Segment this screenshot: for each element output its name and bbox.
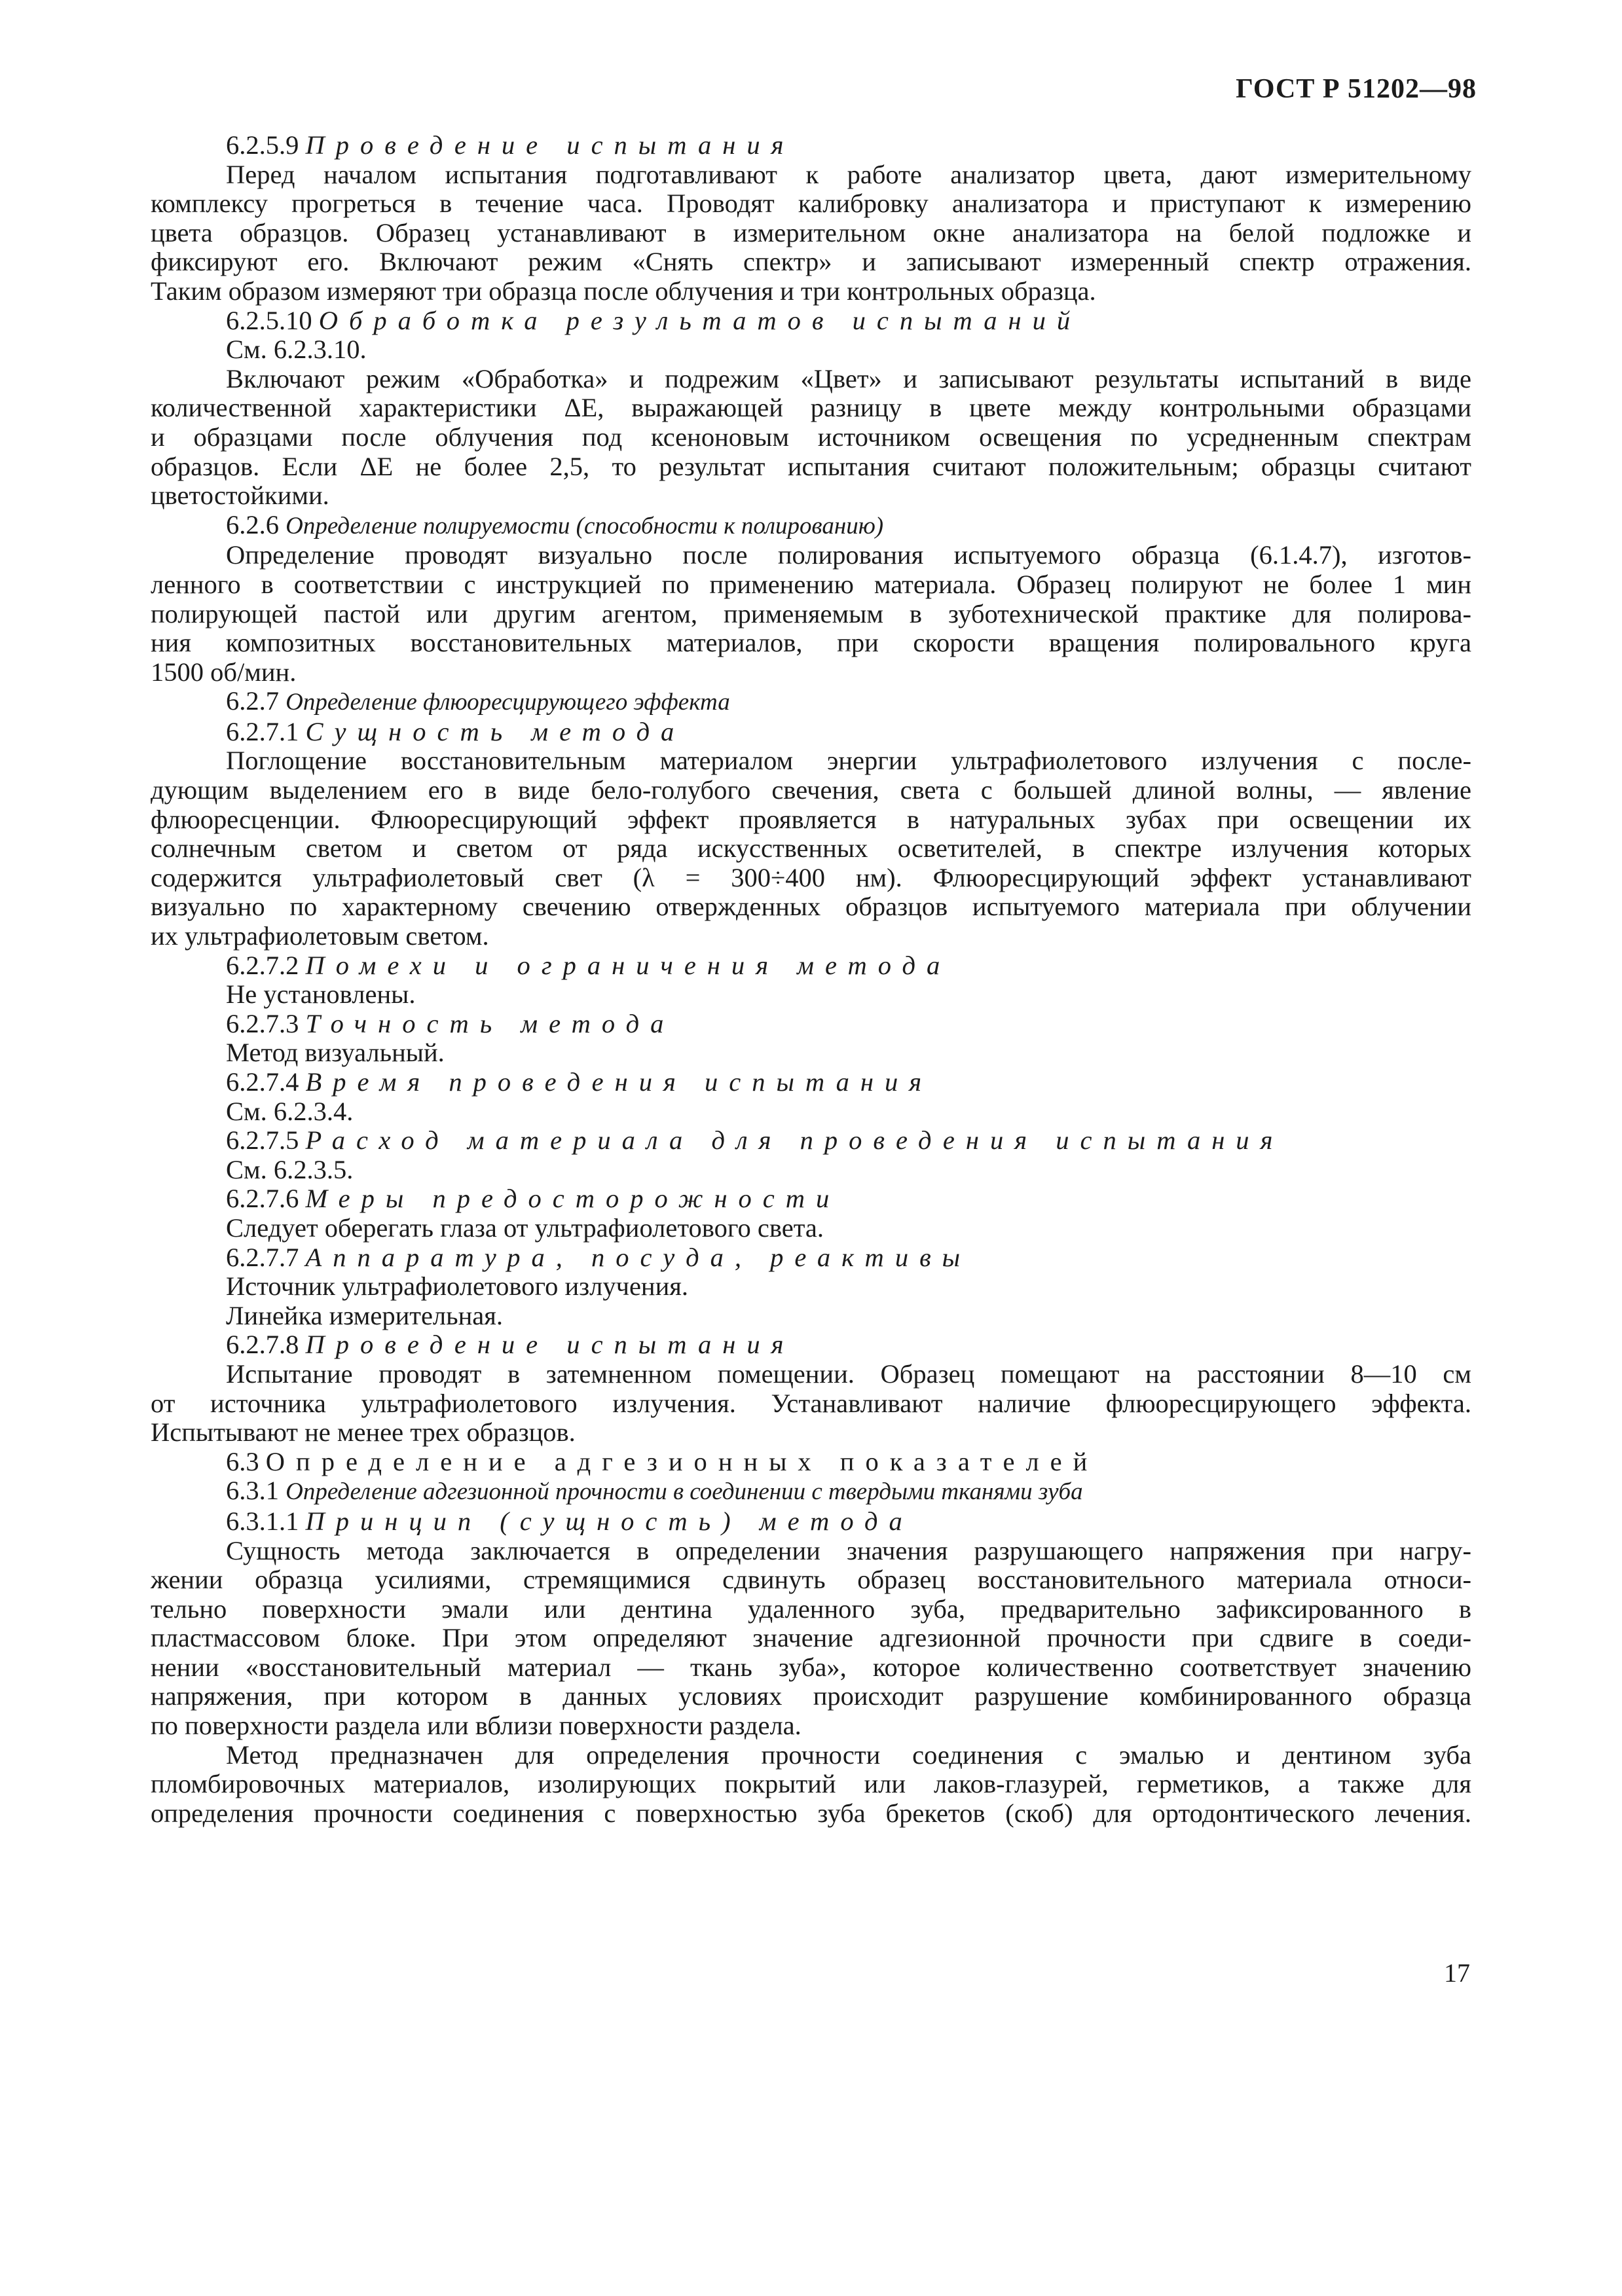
document-header: ГОСТ Р 51202—98	[1236, 74, 1477, 104]
section-number: 6.2.6	[226, 509, 279, 539]
section-heading	[151, 1330, 1471, 1360]
section-number: 6.2.7	[226, 686, 279, 716]
document-body	[151, 131, 1471, 1828]
section-heading	[151, 718, 1471, 747]
text-line: Сущность метода заключается в определении значения разрушающего напряжения при нагру-	[226, 1535, 1471, 1565]
text-line: пластмассовом блоке. При этом определяют значение адгезионной прочности при сдвиге в соеди-	[151, 1623, 1471, 1653]
section-title: Определение адгезионных показателей	[265, 1446, 1099, 1476]
text-line: дующим выделением его в виде бело-голубого свечения, света с большей длиной волны, — явление	[151, 775, 1471, 805]
text-line: См. 6.2.3.4.	[226, 1096, 354, 1126]
text-line: Метод визуальный.	[226, 1038, 445, 1068]
text-line: визуально по характерному свечению отвержденных образцов испытуемого материала при облучении	[151, 892, 1471, 922]
section-number: 6.2.5.10	[226, 305, 312, 335]
section-number: 6.3.1.1	[226, 1506, 299, 1536]
section-heading	[151, 1126, 1471, 1156]
text-line: Перед началом испытания подготавливают к работе анализатор цвета, дают измерительному	[226, 159, 1471, 189]
section-heading	[151, 951, 1471, 981]
section-heading	[151, 511, 1471, 541]
text-line: См. 6.2.3.5.	[226, 1154, 354, 1184]
text-line: напряжения, при котором в данных условиях происходит разрушение комбинированного образца	[151, 1681, 1471, 1711]
text-line: по поверхности раздела или вблизи поверхности раздела.	[151, 1711, 802, 1741]
section-title: Меры предосторожности	[305, 1184, 841, 1214]
text-line: Испытание проводят в затемненном помещении. Образец помещают на расстоянии 8—10 см	[226, 1358, 1471, 1389]
section-title: Обработка результатов испытаний	[318, 305, 1082, 335]
section-heading	[151, 306, 1471, 336]
section-title: Определение полируемости (способности к полированию)	[286, 512, 884, 539]
section-heading	[151, 1448, 1471, 1477]
text-line: цвета образцов. Образец устанавливают в измерительном окне анализатора на белой подложке и	[151, 217, 1471, 247]
text-line: Линейка измерительная.	[226, 1300, 504, 1330]
text-line: Определение проводят визуально после полирования испытуемого образца (6.1.4.7), изготов-	[226, 540, 1471, 570]
text-line: Источник ультрафиолетового излучения.	[226, 1271, 689, 1302]
section-number: 6.2.7.8	[226, 1330, 299, 1360]
section-title: Проведение испытания	[305, 130, 795, 160]
section-title: Расход материала для проведения испытания	[305, 1125, 1284, 1156]
text-line: содержится ультрафиолетовый свет (λ = 300÷400 нм). Флюоресцирующий эффект устанавливают	[151, 862, 1471, 892]
text-line: Метод предназначен для определения прочности соединения с эмалью и дентином зуба	[226, 1740, 1471, 1770]
text-line: тельно поверхности эмали или дентина удаленного зуба, предварительно зафиксированного в	[151, 1594, 1471, 1624]
section-heading	[151, 131, 1471, 160]
text-line: 1500 об/мин.	[151, 657, 297, 687]
section-heading	[151, 1010, 1471, 1039]
text-line: ленного в соответствии с инструкцией по применению материала. Образец полируют не более 1 мин	[151, 569, 1471, 599]
text-line: Поглощение восстановительным материалом энергии ультрафиолетового излучения с после-	[226, 746, 1471, 776]
section-heading	[151, 1068, 1471, 1097]
text-line: Испытывают не менее трех образцов.	[151, 1417, 576, 1448]
section-number: 6.2.7.3	[226, 1008, 299, 1038]
section-heading	[151, 1476, 1471, 1507]
text-line: их ультрафиолетовым светом.	[151, 921, 489, 951]
text-line: цветостойкими.	[151, 481, 329, 511]
section-number: 6.2.7.4	[226, 1067, 299, 1097]
text-line: полирующей пастой или другим агентом, применяемым в зуботехнической практике для полирова-	[151, 598, 1471, 629]
text-line: флюоресценции. Флюоресцирующий эффект проявляется в натуральных зубах при освещении их	[151, 804, 1471, 834]
section-title: Аппаратура, посуда, реактивы	[305, 1242, 972, 1272]
text-line: Не установлены.	[226, 979, 416, 1010]
section-title: Время проведения испытания	[305, 1067, 933, 1097]
text-line: пломбировочных материалов, изолирующих покрытий или лаков-глазурей, герметиков, а также для	[151, 1769, 1471, 1799]
section-title: Помехи и ограничения метода	[305, 950, 951, 980]
section-title: Точность метода	[305, 1008, 675, 1038]
section-number: 6.3.1	[226, 1476, 279, 1506]
text-line: Включают режим «Обработка» и подрежим «Цвет» и записывают результаты испытаний в виде	[226, 363, 1471, 393]
section-number: 6.2.7.1	[226, 716, 299, 746]
section-heading	[151, 1507, 1471, 1537]
section-heading	[151, 1184, 1471, 1214]
section-title: Определение флюоресцирующего эффекта	[286, 689, 730, 716]
text-line: Таким образом измеряют три образца после облучения и три контрольных образца.	[151, 276, 1096, 306]
text-line: количественной характеристики ΔE, выражающей разницу в цвете между контрольными образцами	[151, 393, 1471, 423]
section-number: 6.2.7.5	[226, 1125, 299, 1156]
section-number: 6.2.7.7	[226, 1242, 299, 1272]
text-line: фиксируют его. Включают режим «Снять спектр» и записывают измеренный спектр отражения.	[151, 247, 1471, 277]
text-line: и образцами после облучения под ксеноновым источником освещения по усредненным спектрам	[151, 422, 1471, 452]
section-number: 6.2.5.9	[226, 130, 299, 160]
text-line: солнечным светом и светом от ряда искусственных осветителей, в спектре излучения которых	[151, 833, 1471, 864]
text-line: Следует оберегать глаза от ультрафиолетового света.	[226, 1212, 824, 1243]
section-number: 6.2.7.6	[226, 1184, 299, 1214]
text-line: ния композитных восстановительных материалов, при скорости вращения полировального круга	[151, 628, 1471, 658]
text-line: нении «восстановительный материал — ткань зуба», которое количественно соответствует значению	[151, 1652, 1471, 1682]
text-line: от источника ультрафиолетового излучения. Устанавливают наличие флюоресцирующего эффекта.	[151, 1388, 1471, 1418]
section-title: Проведение испытания	[305, 1330, 795, 1360]
text-line: комплексу прогреться в течение часа. Проводят калибровку анализатора и приступают к измерению	[151, 189, 1471, 219]
section-heading	[151, 1243, 1471, 1273]
text-line: См. 6.2.3.10.	[226, 335, 367, 365]
text-line: жении образца усилиями, стремящимися сдвинуть образец восстановительного материала относи-	[151, 1565, 1471, 1595]
page-number: 17	[1444, 1958, 1470, 1988]
section-number: 6.3	[226, 1446, 259, 1476]
section-number: 6.2.7.2	[226, 950, 299, 980]
section-title: Определение адгезионной прочности в соединении с твердыми тканями зуба	[286, 1478, 1083, 1506]
text-line: образцов. Если ΔE не более 2,5, то результат испытания считают положительным; образцы считают	[151, 451, 1471, 481]
text-line: определения прочности соединения с поверхностью зуба брекетов (скоб) для ортодонтического лечения.	[151, 1798, 1471, 1828]
section-title: Сущность метода	[305, 716, 686, 746]
section-heading	[151, 687, 1471, 718]
section-title: Принцип (сущность) метода	[305, 1506, 913, 1536]
